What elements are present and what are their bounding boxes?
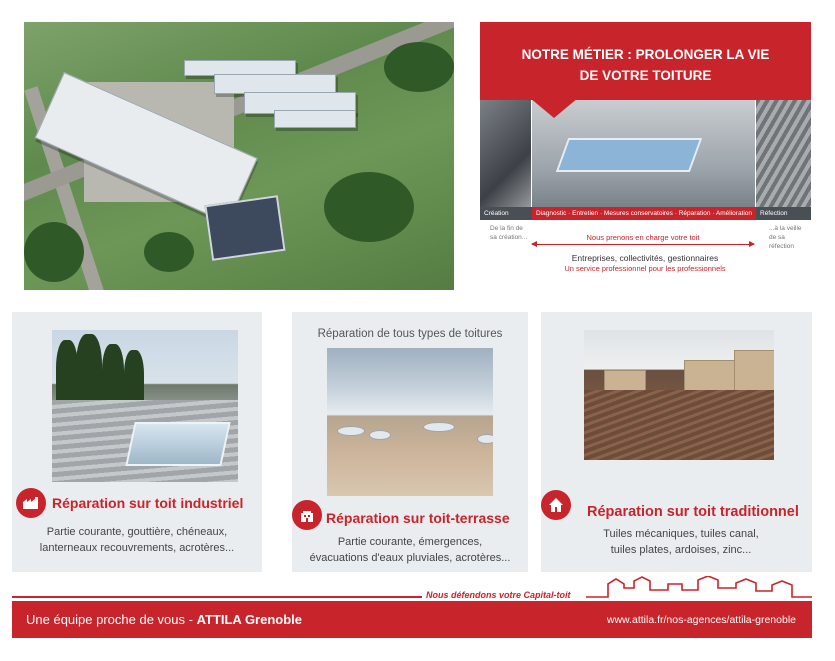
card-description: Partie courante, émergences, évacuations d'eaux pluviales, acrotères...	[309, 536, 511, 564]
clients-text: Entreprises, collectivités, gestionnaires	[571, 253, 719, 263]
phase-maintenance: Diagnostic · Entretien · Mesures conservatoires · Réparation · Amélioration	[532, 207, 756, 220]
factory-icon	[16, 488, 46, 518]
double-arrow	[532, 244, 754, 245]
agency-name: ATTILA Grenoble	[196, 612, 303, 627]
footer-divider	[12, 596, 422, 598]
refection-note: ...à la veille de sa réfection	[769, 225, 802, 250]
card-description: Partie courante, gouttière, chéneaux, lanterneaux recouvrements, acrotères...	[39, 526, 235, 554]
agency-url[interactable]: www.attila.fr/nos-agences/attila-grenoble	[606, 614, 796, 626]
phase-bar	[480, 207, 811, 220]
banner-title: NOTRE MÉTIER : PROLONGER LA VIE DE VOTRE TOITURE	[480, 22, 811, 100]
creation-photo	[480, 100, 531, 218]
aerial-photo	[24, 22, 454, 290]
card-subtitle: Réparation de tous types de toitures	[317, 328, 503, 340]
tagline: Nous défendons votre Capital-toit	[426, 590, 571, 600]
card-traditional-roof	[541, 312, 812, 572]
card-terrace-roof	[292, 312, 528, 572]
industrial-roof-photo	[52, 330, 238, 482]
services-banner	[480, 22, 811, 280]
card-title: Réparation sur toit traditionnel	[587, 504, 799, 520]
traditional-roof-photo	[584, 330, 774, 460]
refection-photo	[756, 100, 811, 218]
card-title: Réparation sur toit industriel	[52, 495, 244, 511]
terrace-roof-photo	[327, 348, 493, 496]
care-text: Nous prenons en charge votre toit	[584, 233, 703, 242]
building-icon	[292, 500, 322, 530]
team-text: Une équipe proche de vous - ATTILA Grenoble	[26, 612, 303, 627]
phase-refection: Réfection	[756, 207, 811, 220]
card-title: Réparation sur toit-terrasse	[326, 510, 510, 526]
skyline-icon	[586, 576, 812, 598]
creation-note: De la fin de sa création...	[490, 225, 528, 241]
card-description: Tuiles mécaniques, tuiles canal, tuiles plates, ardoises, zinc...	[603, 528, 759, 556]
card-industrial-roof	[12, 312, 262, 572]
footer-bar	[12, 601, 812, 638]
phase-creation: Création	[480, 207, 532, 220]
house-icon	[541, 490, 571, 520]
pro-service-text: Un service professionnel pour les professionnels	[564, 264, 726, 273]
